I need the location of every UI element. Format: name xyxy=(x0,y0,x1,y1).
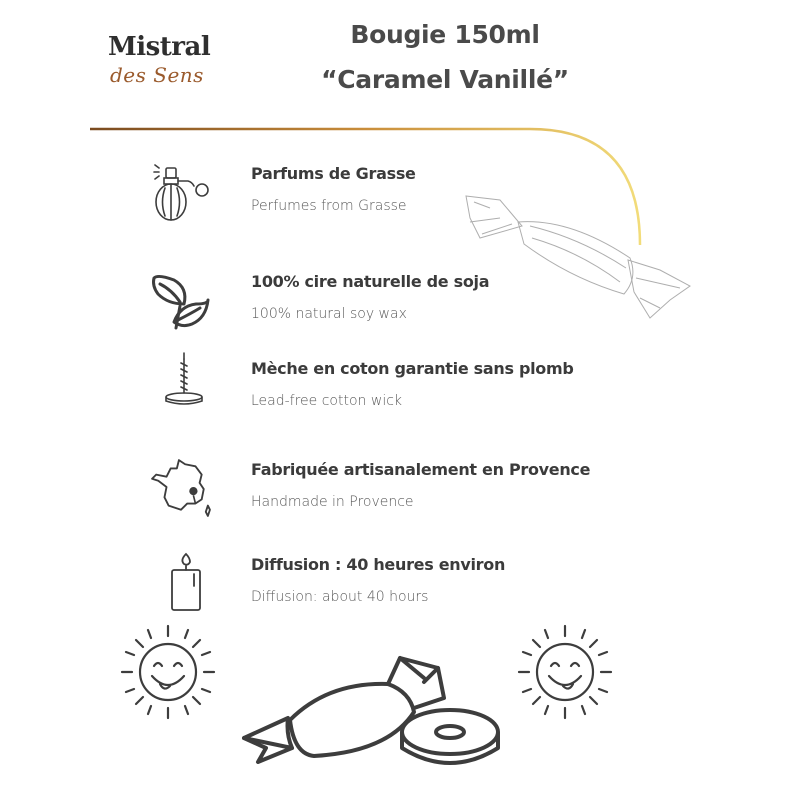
round-caramel-icon xyxy=(395,700,505,780)
brand-name: Mistral xyxy=(108,32,211,62)
wick-icon xyxy=(150,351,210,411)
feature-diffusion xyxy=(150,555,610,625)
candle-icon xyxy=(150,549,210,615)
feature-title: Fabriquée artisanalement en Provence xyxy=(251,460,591,479)
smiling-sun-right-icon xyxy=(515,622,615,722)
product-title: Bougie 150ml xyxy=(350,20,540,49)
feature-provence xyxy=(150,460,610,530)
brand-subtitle: des Sens xyxy=(110,63,204,87)
feature-translation: Handmade in Provence xyxy=(251,494,414,510)
feature-title: Diffusion : 40 heures environ xyxy=(251,555,506,574)
feature-translation: Perfumes from Grasse xyxy=(251,198,407,214)
france-map-icon xyxy=(150,456,212,518)
product-subtitle: “Caramel Vanillé” xyxy=(321,65,569,94)
leaves-icon xyxy=(150,272,210,332)
feature-title: Parfums de Grasse xyxy=(251,164,416,183)
feature-translation: Lead-free cotton wick xyxy=(251,393,403,409)
perfume-bottle-icon xyxy=(150,164,210,224)
feature-translation: Diffusion: about 40 hours xyxy=(251,589,429,605)
feature-title: 100% cire naturelle de soja xyxy=(251,272,490,291)
feature-wick xyxy=(150,359,610,429)
caramel-sketch-illustration xyxy=(460,178,700,328)
smiling-sun-left-icon xyxy=(118,622,218,722)
feature-translation: 100% natural soy wax xyxy=(251,306,407,322)
feature-title: Mèche en coton garantie sans plomb xyxy=(251,359,574,378)
